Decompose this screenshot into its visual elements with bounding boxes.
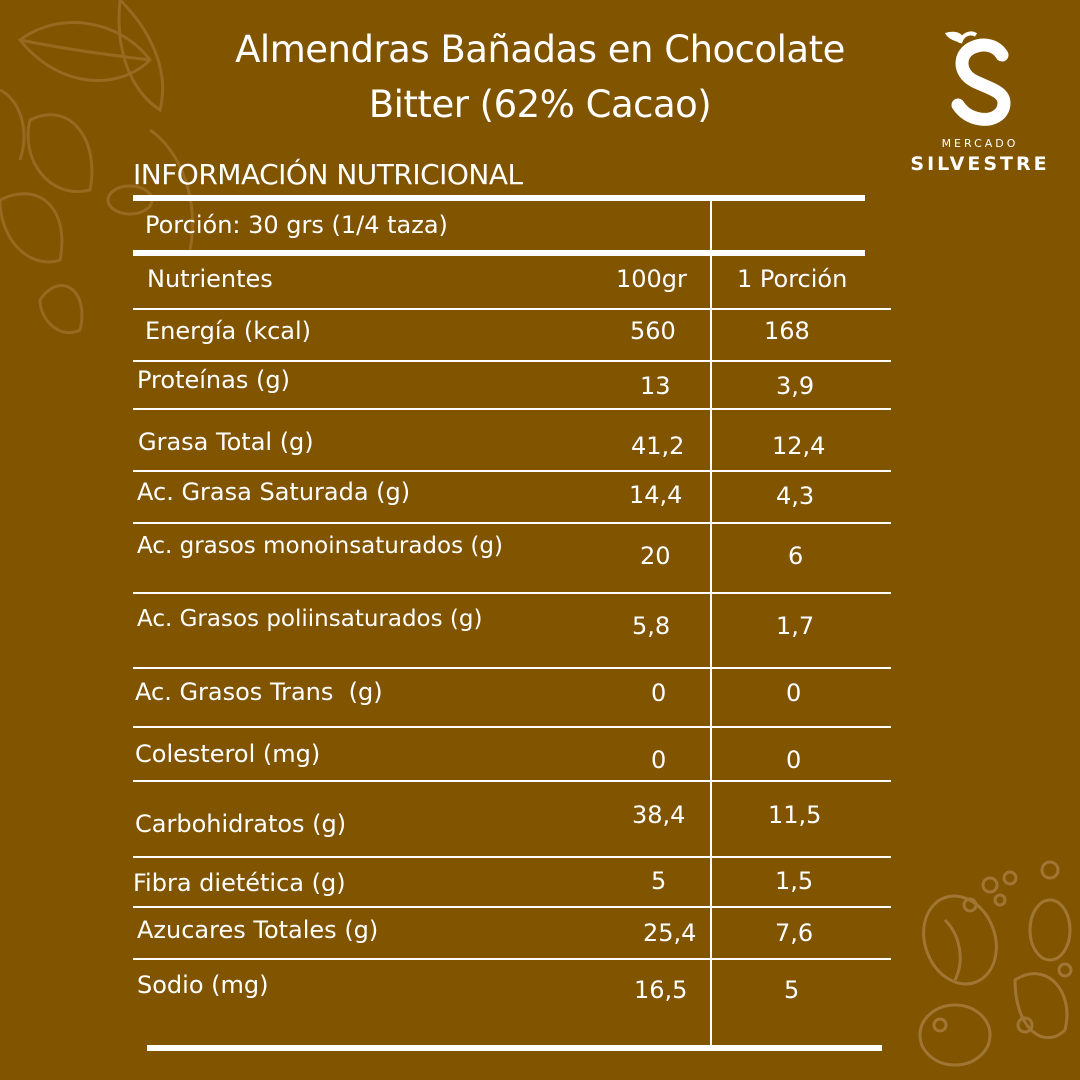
- decorative-nuts-bottom-right: [905, 850, 1080, 1080]
- nutrient-name: Carbohidratos (g): [135, 810, 347, 838]
- column-divider: [710, 201, 712, 1045]
- nutrient-name: Sodio (mg): [137, 971, 269, 999]
- row-divider: [133, 856, 891, 858]
- s-leaf-logo-icon: [900, 25, 1060, 135]
- row-divider: [133, 470, 891, 472]
- row-divider: [133, 408, 891, 410]
- nutrient-name: Ac. Grasos Trans (g): [135, 678, 383, 706]
- value-per-portion: 4,3: [776, 482, 815, 510]
- row-divider: [133, 667, 891, 669]
- product-title: [150, 22, 930, 132]
- brand-name-big: SILVESTRE: [910, 153, 1050, 175]
- nutrient-name: Proteínas (g): [137, 366, 290, 394]
- value-per-100g: 13: [640, 372, 671, 400]
- nutrient-name: Ac. Grasos poliinsaturados (g): [137, 606, 483, 632]
- brand-logo: [900, 25, 1060, 185]
- value-per-portion: 0: [786, 746, 802, 774]
- value-per-100g: 20: [640, 542, 671, 570]
- product-title-line-1: Almendras Bañadas en Chocolate: [235, 28, 845, 71]
- table-bottom-thick-rule: [147, 1045, 882, 1051]
- value-per-portion: 168: [764, 317, 810, 345]
- header-per-100g: 100gr: [616, 265, 687, 293]
- value-per-portion: 6: [788, 542, 804, 570]
- nutrient-name: Energía (kcal): [145, 317, 312, 345]
- nutrient-name: Fibra dietética (g): [133, 869, 346, 897]
- row-divider: [133, 360, 891, 362]
- row-divider: [133, 906, 891, 908]
- row-divider: [133, 780, 891, 782]
- row-divider: [133, 958, 891, 960]
- row-divider: [133, 522, 891, 524]
- value-per-100g: 0: [651, 679, 667, 707]
- value-per-portion: 3,9: [776, 372, 815, 400]
- value-per-100g: 16,5: [634, 976, 688, 1004]
- value-per-100g: 41,2: [631, 432, 685, 460]
- row-divider: [133, 308, 891, 310]
- value-per-portion: 5: [784, 976, 800, 1004]
- nutrient-name: Colesterol (mg): [135, 740, 321, 768]
- serving-size: Porción: 30 grs (1/4 taza): [145, 211, 448, 239]
- value-per-100g: 14,4: [629, 481, 683, 509]
- brand-name-small: MERCADO: [941, 137, 1019, 150]
- nutrient-name: Ac. grasos monoinsaturados (g): [137, 533, 503, 559]
- value-per-100g: 25,4: [643, 919, 697, 947]
- value-per-100g: 5: [651, 867, 667, 895]
- value-per-100g: 38,4: [632, 801, 686, 829]
- value-per-portion: 1,7: [776, 612, 815, 640]
- product-title-line-2: Bitter (62% Cacao): [368, 83, 712, 126]
- section-title: INFORMACIÓN NUTRICIONAL: [133, 158, 523, 191]
- value-per-portion: 11,5: [768, 801, 822, 829]
- value-per-100g: 5,8: [632, 612, 671, 640]
- nutrient-name: Ac. Grasa Saturada (g): [137, 478, 411, 506]
- value-per-100g: 0: [651, 746, 667, 774]
- value-per-100g: 560: [630, 317, 676, 345]
- table-top-thick-rule: [133, 195, 865, 201]
- header-nutrient: Nutrientes: [147, 265, 273, 293]
- table-serving-thick-rule: [133, 250, 865, 256]
- nutrient-name: Grasa Total (g): [138, 428, 314, 456]
- header-per-portion: 1 Porción: [737, 265, 848, 293]
- row-divider: [133, 592, 891, 594]
- value-per-portion: 12,4: [772, 432, 826, 460]
- value-per-portion: 1,5: [775, 867, 814, 895]
- row-divider: [133, 726, 891, 728]
- nutrient-name: Azucares Totales (g): [137, 916, 379, 944]
- value-per-portion: 0: [786, 679, 802, 707]
- value-per-portion: 7,6: [775, 919, 814, 947]
